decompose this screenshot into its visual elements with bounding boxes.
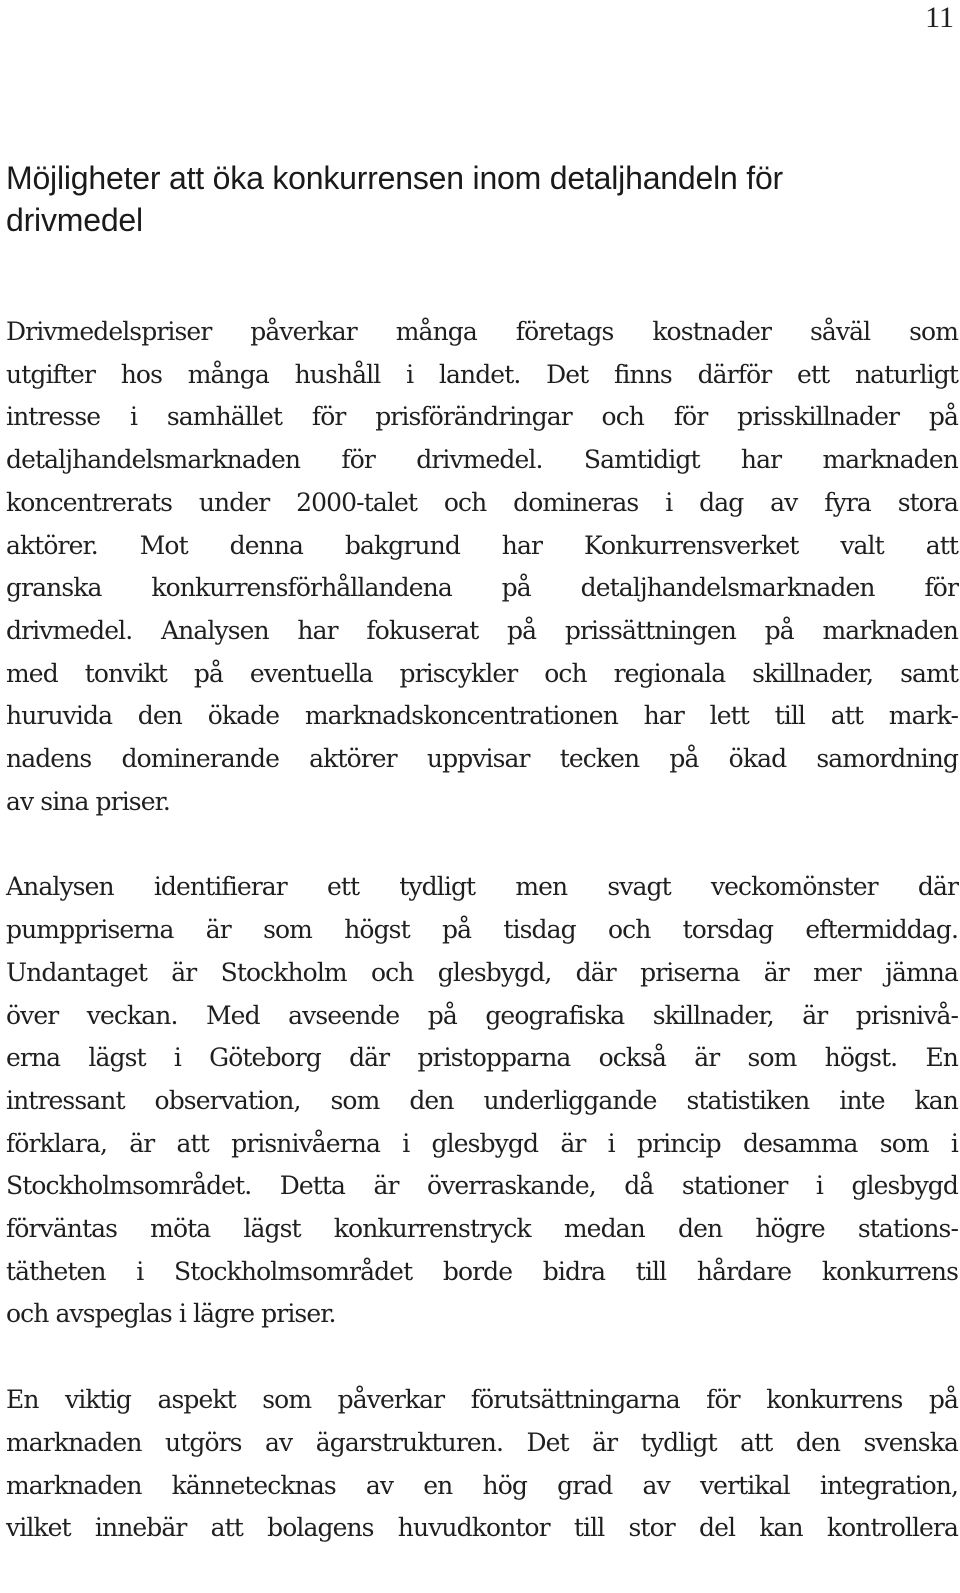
text-line: marknaden utgörs av ägarstrukturen. Det är tydligt att den svenska [6, 1427, 958, 1457]
text-line: förklara, är att prisnivåerna i glesbygd är i princip desamma som i [6, 1128, 958, 1158]
text-line: marknaden kännetecknas av en hög grad av vertikal integration, [6, 1470, 958, 1500]
page-number: 11 [925, 1, 954, 34]
document-body [6, 157, 958, 1593]
section-heading [6, 157, 958, 241]
heading-line: drivmedel [6, 202, 143, 238]
text-line: Drivmedelspriser påverkar många företags kostnader såväl som [6, 317, 958, 346]
paragraph-analysis [6, 866, 958, 1336]
text-line: Analysen identifierar ett tydligt men svagt veckomönster där [6, 872, 958, 902]
text-line: drivmedel. Analysen har fokuserat på prissättningen på marknaden [6, 615, 958, 645]
text-line: förväntas möta lägst konkurrenstryck medan den högre stations- [6, 1214, 958, 1244]
text-line: aktörer. Mot denna bakgrund har Konkurrensverket valt att [6, 530, 958, 560]
text-line: Undantaget är Stockholm och glesbygd, där priserna är mer jämna [6, 957, 958, 987]
text-line: nadens dominerande aktörer uppvisar tecken på ökad samordning [6, 744, 958, 774]
text-line: huruvida den ökade marknadskoncentrationen har lett till att mark- [6, 701, 958, 731]
text-line: detaljhandelsmarknaden för drivmedel. Samtidigt har marknaden [6, 445, 958, 475]
text-line: granska konkurrensförhållandena på detaljhandelsmarknaden för [6, 573, 958, 603]
paragraph-ownership [6, 1379, 958, 1550]
text-line: över veckan. Med avseende på geografiska skillnader, är prisnivå- [6, 1000, 958, 1030]
text-line: av sina priser. [6, 786, 170, 816]
text-line: En viktig aspekt som påverkar förutsättningarna för konkurrens på [6, 1385, 958, 1415]
text-line: pumppriserna är som högst på tisdag och torsdag eftermiddag. [6, 915, 958, 945]
paragraph-intro [6, 311, 958, 823]
text-line: vilket innebär att bolagens huvudkontor till stor del kan kontrollera [6, 1513, 958, 1543]
text-line: Stockholmsområdet. Detta är överraskande, då stationer i glesbygd [6, 1171, 958, 1201]
text-line: med tonvikt på eventuella priscykler och regionala skillnader, samt [6, 658, 958, 688]
text-line: koncentrerats under 2000-talet och domineras i dag av fyra stora [6, 487, 958, 517]
text-line: intresse i samhället för prisförändringar och för prisskillnader på [6, 402, 958, 432]
heading-line: Möjligheter att öka konkurrensen inom detaljhandeln för [6, 160, 784, 196]
text-line: intressant observation, som den underliggande statistiken inte kan [6, 1085, 958, 1115]
text-line: och avspeglas i lägre priser. [6, 1299, 336, 1329]
text-line: utgifter hos många hushåll i landet. Det finns därför ett naturligt [6, 359, 958, 389]
text-line: erna lägst i Göteborg där pristopparna också är som högst. En [6, 1043, 958, 1073]
text-line: tätheten i Stockholmsområdet borde bidra till hårdare konkurrens [6, 1256, 958, 1286]
